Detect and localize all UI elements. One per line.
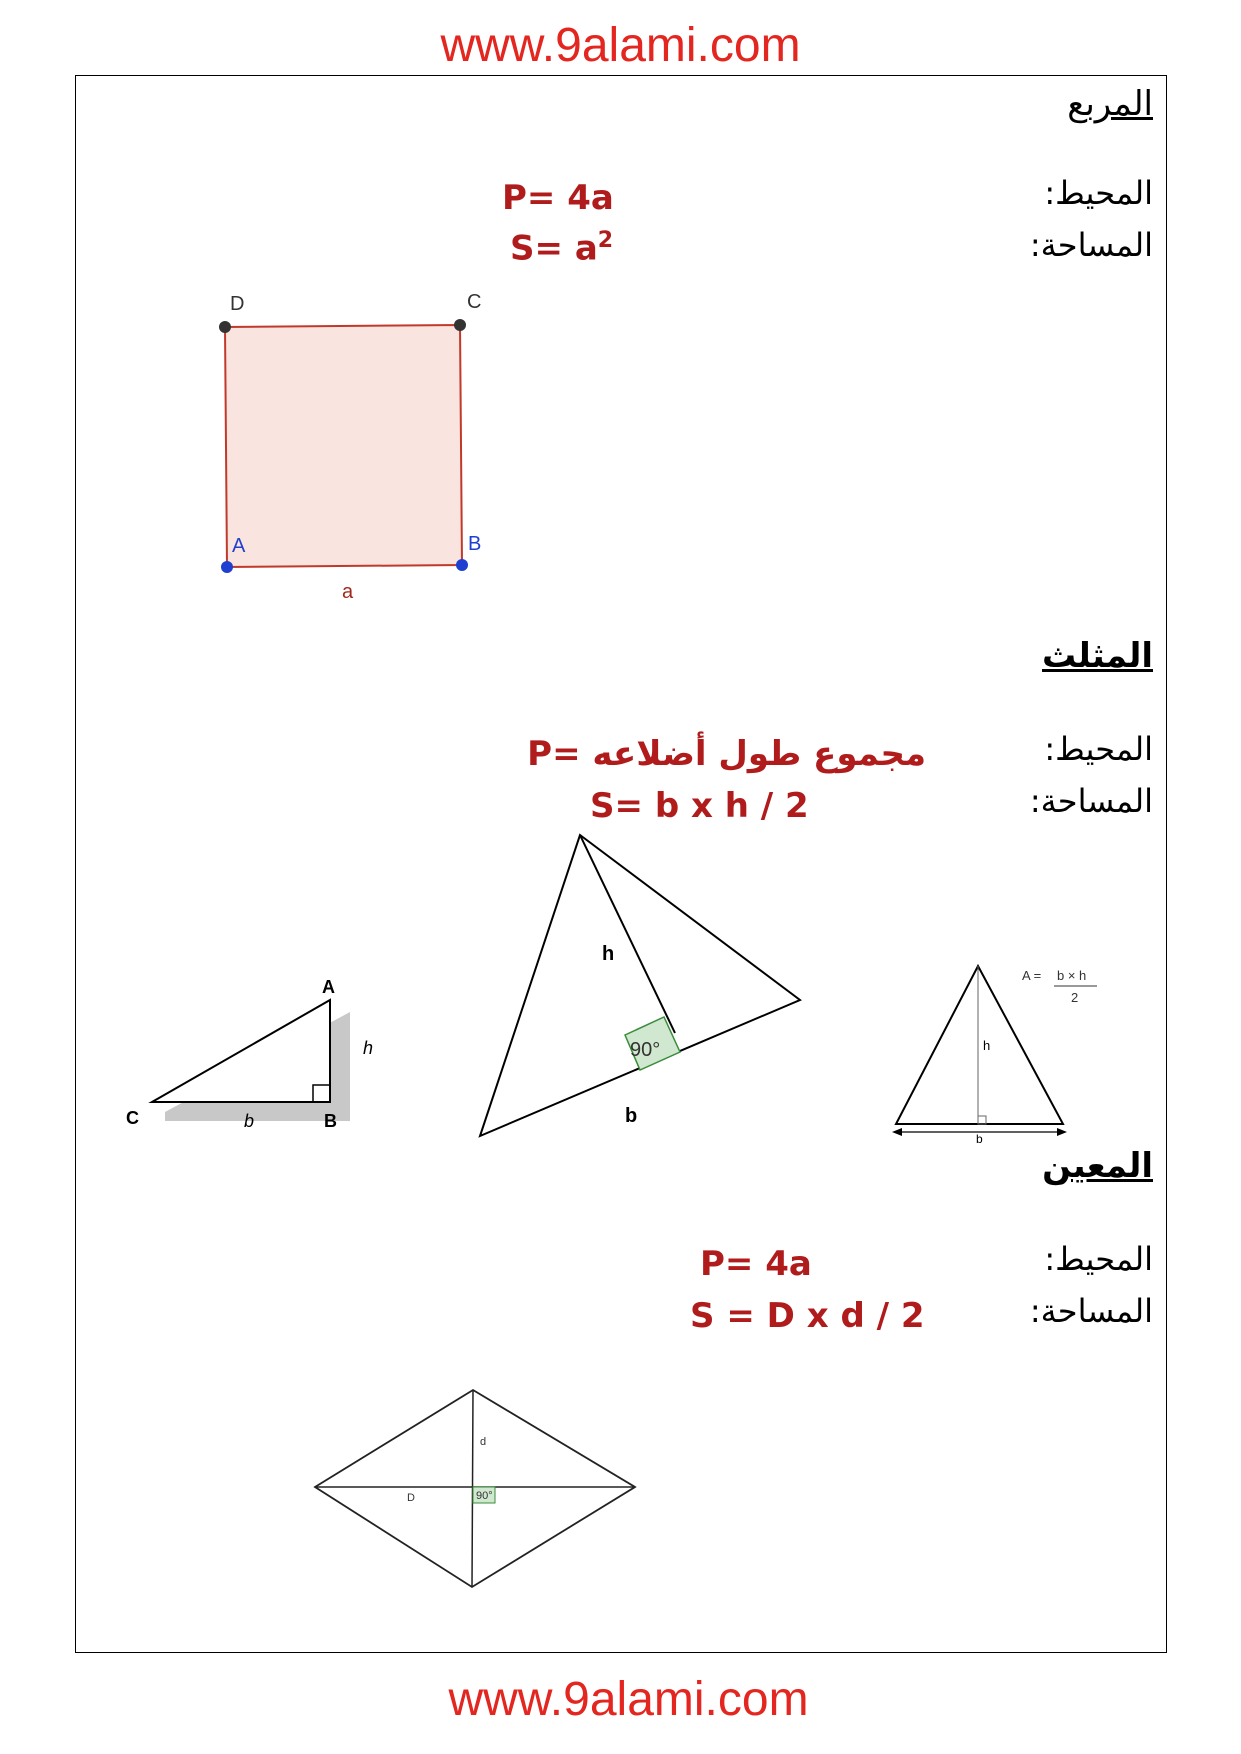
square-label-c: C <box>467 291 482 313</box>
triangle-perimeter-label: المحيط: <box>1044 730 1153 768</box>
square-perimeter-formula: P= 4a <box>502 178 614 218</box>
square-vertex-d-point <box>219 321 231 333</box>
right-triangle-label-c: C <box>126 1108 139 1128</box>
rhombus-area-label: المساحة: <box>1029 1292 1153 1330</box>
isosceles-base-label: b <box>976 1132 983 1146</box>
square-area-formula-exp: 2 <box>597 228 614 253</box>
square-side-label: a <box>342 581 354 600</box>
right-triangle-figure <box>110 970 380 1140</box>
square-area-formula <box>510 228 613 268</box>
main-triangle-height-label: h <box>602 943 615 965</box>
square-figure <box>200 290 500 600</box>
rhombus-figure <box>310 1385 650 1595</box>
isosceles-triangle-figure <box>890 960 1120 1150</box>
square-area-formula-base: S= a <box>510 228 598 269</box>
rhombus-small-diag-label: d <box>480 1436 487 1448</box>
isosceles-formula-denominator: 2 <box>1071 990 1079 1005</box>
triangle-area-formula: S= b x h / 2 <box>590 786 809 826</box>
square-vertex-b-point <box>456 559 468 571</box>
rhombus-area-formula: S = D x d / 2 <box>690 1296 925 1336</box>
rhombus-angle-label: 90° <box>476 1490 493 1502</box>
isosceles-arrow-right-icon <box>1057 1128 1067 1136</box>
right-triangle-base-label: b <box>244 1111 255 1131</box>
isosceles-formula-numerator: b × h <box>1057 968 1087 983</box>
square-shape <box>225 325 462 567</box>
square-vertex-c-point <box>454 319 466 331</box>
isosceles-formula-lhs: A = <box>1022 968 1042 983</box>
main-triangle-figure <box>470 830 810 1150</box>
site-url-top[interactable]: www.9alami.com <box>440 19 801 72</box>
rhombus-perimeter-label: المحيط: <box>1044 1240 1153 1278</box>
right-triangle-label-a: A <box>322 977 335 997</box>
rhombus-large-diag-label: D <box>407 1492 415 1504</box>
isosceles-arrow-left-icon <box>892 1128 902 1136</box>
isosceles-right-angle-mark <box>978 1116 986 1124</box>
isosceles-triangle-shape <box>896 966 1063 1124</box>
square-vertex-a-point <box>221 561 233 573</box>
main-triangle-shape <box>480 835 800 1136</box>
square-label-a: A <box>232 535 246 557</box>
triangle-area-label: المساحة: <box>1029 782 1153 820</box>
isosceles-height-label: h <box>983 1038 991 1053</box>
main-triangle-height-line <box>580 835 675 1033</box>
main-triangle-base-label: b <box>625 1105 638 1127</box>
square-area-label: المساحة: <box>1029 226 1153 264</box>
square-label-b: B <box>468 533 482 555</box>
right-triangle-shape <box>152 1000 330 1102</box>
main-triangle-angle-label: 90° <box>630 1039 661 1061</box>
right-triangle-height-label: h <box>363 1038 374 1058</box>
triangle-heading: المثلث <box>1042 636 1153 676</box>
square-heading: المربع <box>1067 84 1153 124</box>
right-triangle-label-b: B <box>324 1111 337 1131</box>
triangle-perimeter-formula: مجموع طول أضلاعه =P <box>527 734 926 774</box>
rhombus-heading: المعين <box>1042 1146 1153 1186</box>
square-label-d: D <box>230 293 245 315</box>
rhombus-perimeter-formula: P= 4a <box>700 1244 812 1284</box>
site-url-bottom[interactable]: www.9alami.com <box>448 1673 809 1726</box>
square-perimeter-label: المحيط: <box>1044 174 1153 212</box>
